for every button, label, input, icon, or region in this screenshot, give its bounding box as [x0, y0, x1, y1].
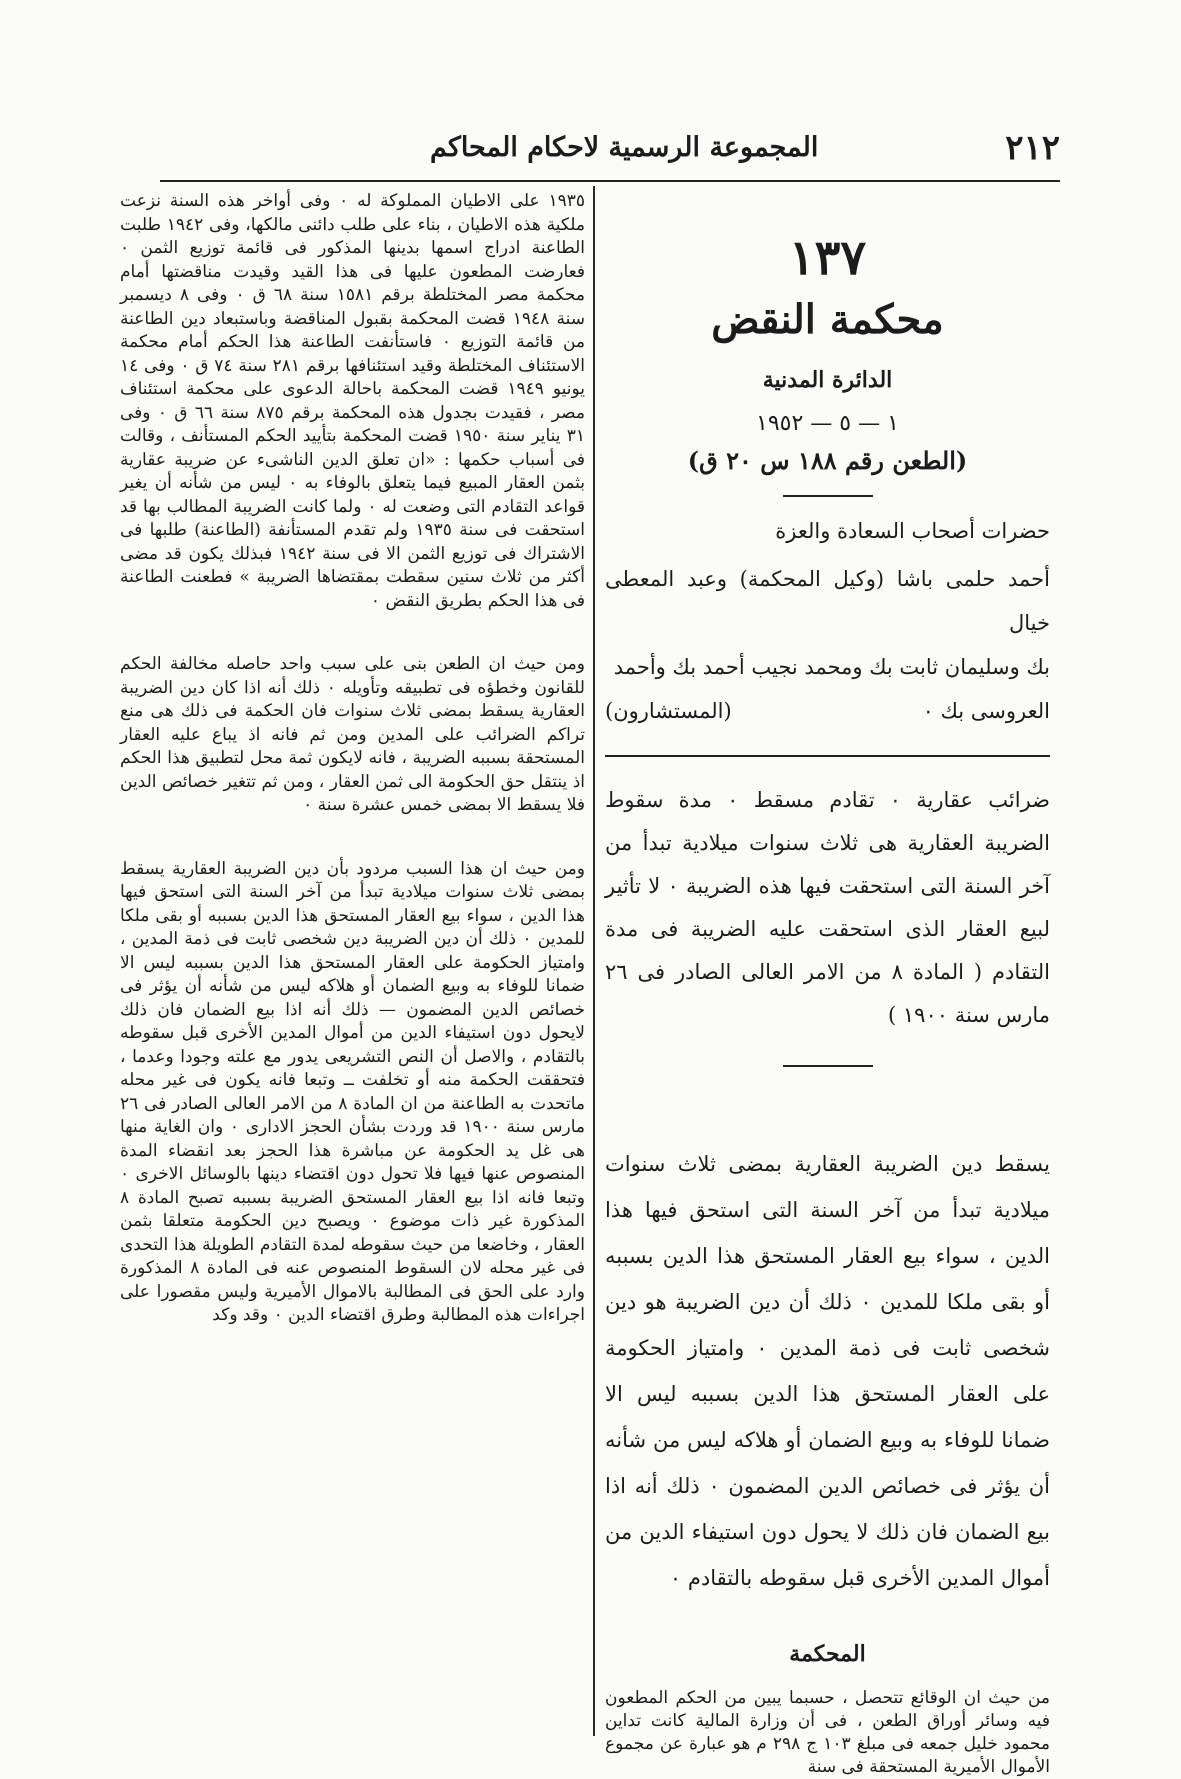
circuit-name: الدائرة المدنية: [762, 367, 893, 393]
judgment-date: ١ — ٥ — ١٩٥٢: [756, 411, 899, 436]
section-heading: المحكمة: [789, 1641, 866, 1667]
reasoning-paragraph: من حيث ان الوقائع تتحصل ، حسبما يبين من الحكم المطعون فيه وسائر أوراق الطعن ، فى أن وزارة المالية كانت تداين محمود خليل جمعه فى مبلغ ١٠٣ ج ٢٩٨ م هو عبارة عن مجموع الأموال الأميرية المستحقة فى سنة: [605, 1688, 1051, 1777]
body-paragraph: ١٩٣٥ على الاطيان المملوكة له ٠ وفى أواخر هذه السنة نزعت ملكية هذه الاطيان ، بناء على طلب دائنى مالكها، وفى ١٩٤٢ طلبت الطاعنة ادراج اسمها بدينها المذكور فى قائمة توزيع الثمن ٠ فعارضت المطعون عليها فى هذا القيد وقيدت مناقضتها أمام محكمة مصر المختلطة برقم ١٥٨١ سنة ٦٨ ق ٠ وفى ٨ ديسمبر سنة ١٩٤٨ قضت المحكمة بقبول المناقضة وباستبعاد دين الطاعنة من قائمة التوزيع ٠ فاستأنفت الطاعنة هذا الحكم أمام محكمة الاستئناف المختلطة وقيد استئنافها برقم ٢٨١ سنة ٧٤ ق ٠ وفى ١٤ يونيو ١٩٤٩ قضت المحكمة باحالة الدعوى على محكمة استئناف مصر ، فقيدت بجدول هذه المحكمة برقم ٨٧٥ سنة ٦٦ ق ٠ وفى ٣١ يناير سنة ١٩٥٠ قضت المحكمة بتأييد الحكم المستأنف ، وقالت فى أسباب حكمها : «ان تعلق الدين الناشىء عن ضريبة عقارية بثمن العقار المبيع فيما يتعلق بالوفاء به ٠ ليس من شأنه أن يغير قواعد التقادم التى وضعت له ٠ ولما كانت الضريبة المطالب بها قد استحقت فى سنة ١٩٣٥ ولم تقدم المستأنفة (الطاعنة) طلبها فى الاشتراك فى توزيع الثمن الا فى سنة ١٩٤٢ فبذلك يكون قد مضى أكثر من ثلاث سنين سقطت بمقتضاها الضريبة » فطعنت الطاعنة فى هذا الحكم بطريق النقض ٠: [120, 191, 586, 611]
page-number: ٢١٢: [1005, 128, 1060, 168]
divider: [605, 755, 1050, 757]
body-paragraph: ومن حيث ان هذا السبب مردود بأن دين الضريبة العقارية يسقط بمضى ثلاث سنوات ميلادية تبدأ من آخر السنة التى استحق فيها هذا الدين ، سواء بيع العقار المستحق هذا الدين بسببه أو بقى ملكا للمدين ٠ ذلك أن دين الضريبة دين شخصى ثابت فى ذمة المدين ، وامتياز الحكومة على العقار المستحق هذا الدين بسببه ليس الا ضمانا للوفاء به وبيع الضمان أو هلاكه ليس من شأنه أن يؤثر فى خصائص الدين المضمون — ذلك أنه اذا بيع الضمان فان ذلك لايحول دون استيفاء الدين من أموال المدين الأخرى قبل سقوطه بالتقادم ، والاصل أن النص التشريعى يدور مع علته وجودا وعدما ، فتحققت الحكمة منه أو تخلفت ــ وتبعا فانه يكون فى غير محله ماتحدت به الطاعنة من ان المادة ٨ من الامر العالى الصادر فى ٢٦ مارس سنة ١٩٠٠ قد وردت بشأن الحجز الادارى ٠ وان الغاية منها هى غل يد الحكومة عن مباشرة هذا الحجز بعد انقضاء المدة المنصوص عنها فيها فلا تحول دون اقتضاء دينها بالوسائل الاخرى ٠ وتبعا فانه اذا بيع العقار المستحق الضريبة بسببه تصبح المادة ٨ المذكورة غير ذات موضوع ٠ ويصبح دين الحكومة متعلقا بثمن العقار ، وخاضعا من حيث سقوطه لمدة التقادم الطويلة هذا التحدى فى غير محله لان السقوط المنصوص عنه فى المادة ٨ المذكورة وارد على الحق فى المطالبة بالاموال الأميرية وليس مقصورا على اجراءات هذه المطالبة وطرق اقتضاء الدين ٠ وقد وكد: [120, 858, 586, 1325]
judges-line: أحمد حلمى باشا (وكيل المحكمة) وعبد المعطى خيال: [605, 567, 1050, 635]
case-summary: ضرائب عقارية ٠ تقادم مسقط ٠ مدة سقوط الضريبة العقارية هى ثلاث سنوات ميلادية تبدأ من آخر السنة التى استحقت فيها هذه الضريبة ٠ لا تأثير لبيع العقار الذى استحقت عليه الضريبة فى مدة التقادم ( المادة ٨ من الامر العالى الصادر فى ٢٦ مارس سنة ١٩٠٠ ): [605, 788, 1051, 1027]
right-column: [605, 190, 1050, 1779]
body-paragraph: ومن حيث ان الطعن بنى على سبب واحد حاصله مخالفة الحكم للقانون وخطؤه فى تطبيقه وتأويله ٠ ذلك أنه اذا كان دين الضريبة العقارية يسقط بمضى ثلاث سنوات فان الحكمة فى ذلك هى منع تراكم الضرائب على المدين ومن ثم فانه اذ يباع عليه العقار المستحقة بسببه الضريبة ، فانه لايكون ثمة محل لتطبيق هذا الحكم اذ ينتقل حق الحكومة الى ثمن العقار ، ومن ثم تتغير خصائص الدين فلا يسقط الا بمضى خمس عشرة سنة ٠: [120, 654, 585, 815]
bench-presence: حضرات أصحاب السعادة والعزة: [775, 519, 1050, 543]
legal-principle: يسقط دين الضريبة العقارية بمضى ثلاث سنوات ميلادية تبدأ من آخر السنة التى استحق فيها هذا الدين ، سواء بيع العقار المستحق هذا الدين بسببه أو بقى ملكا للمدين ٠ ذلك أن دين الضريبة هو دين شخصى ثابت فى ذمة المدين ٠ وامتياز الحكومة على العقار المستحق هذا الدين بسببه ليس الا ضمانا للوفاء به وبيع الضمان أو هلاكه ليس من شأنه أن يؤثر فى خصائص الدين المضمون ٠ ذلك أنه اذا بيع الضمان فان ذلك لا يحول دون استيفاء الدين من أموال المدين الأخرى قبل سقوطه بالتقادم ٠: [605, 1152, 1050, 1590]
court-name: محكمة النقض: [711, 296, 944, 343]
header-rule: [160, 180, 1060, 182]
appeal-number: (الطعن رقم ١٨٨ س ٢٠ ق): [687, 446, 968, 475]
judges-line: [605, 689, 1050, 733]
case-number: ١٣٧: [788, 230, 867, 286]
page-header: [120, 128, 1060, 178]
divider: [783, 1065, 873, 1067]
left-column: [120, 190, 585, 1328]
running-title: المجموعة الرسمية لاحكام المحاكم: [430, 132, 819, 163]
judges-line: بك وسليمان ثابت بك ومحمد نجيب أحمد بك وأحمد: [613, 655, 1050, 679]
judges-role: (المستشارون): [605, 699, 732, 723]
judges-last-names: العروسى بك ٠: [922, 699, 1050, 723]
judges-list: [605, 557, 1050, 733]
column-divider: [593, 186, 595, 1736]
divider: [783, 495, 873, 497]
